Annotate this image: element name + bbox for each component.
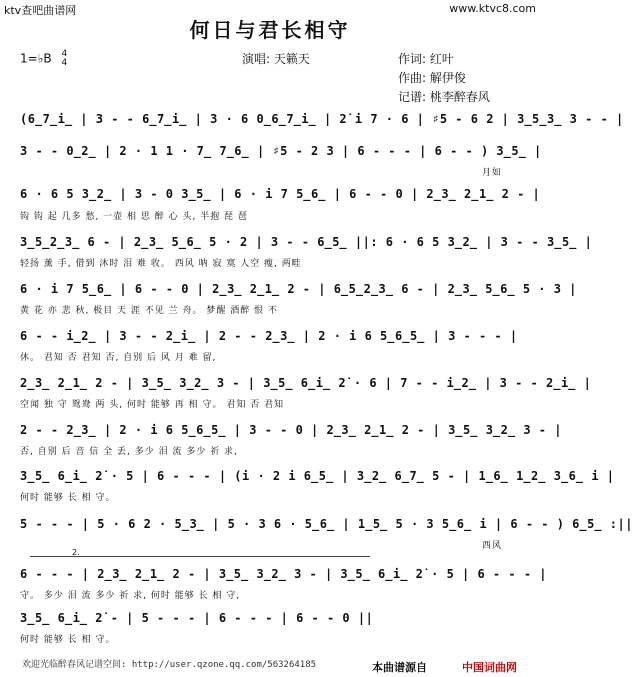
notation-line: 2 - - 2̲3̲ | 2 · i 6 5̲6̲5̲ | 3 - - 0 | 2̲3̲ 2̲1̲ 2 - | 3̲5̲ 3̲2̲ 3 - | [20,423,562,437]
notation-line: 3 - - 0̲2̲ | 2 · 1 1 · 7̲ 7̲6̲ | ♯5 - 2 3 | 6 - - - | 6 - - ) 3̲5̲ | [20,144,542,158]
time-bottom: 4 [61,58,68,68]
notation-line: 3̲5̲ 6̲i̲ 2̇ · 5 | 6 - - - | (i · 2 i 6̲5̲ | 3̲2̲ 6̲7̲ 5 - | 1̲6̲ 1̲2̲ 3̲6̲ i | [20,469,615,483]
notation-line: 6 - - i̲2̲ | 3 - - 2̲i̲ | 2 - - 2̲3̲ | 2 · i 6 5̲6̲5̲ | 3 - - - | [20,329,518,343]
key-value: ♭B [37,51,52,66]
key-prefix: 1= [20,51,38,66]
lyricist-credit: 作词: 红叶 [398,52,454,66]
watermark-left: ktv查吧曲谱网 [4,4,77,17]
notation-line: 6 - - - | 2̲3̲ 2̲1̲ 2 - | 3̲5̲ 3̲2̲ 3 - | 3̲5̲ 6̲i̲ 2̇ · 5 | 6 - - - | [20,567,547,581]
lyric-line: 否, 自别 后 音 信 全 丢, 多少 泪 流 多少 祈 求, [20,447,238,457]
composer-credit: 作曲: 解伊俊 [398,71,466,85]
transcriber-credit: 记谱: 桃李醉春风 [398,90,490,104]
lyric-line: 黄 花 亦 悲 秋, 极目 天 涯 不见 兰 舟。 梦醒 酒醉 恨 不 [20,306,278,316]
lyric-line: 轻扬 薰 手, 借到 沐时 泪 难 收。 西风 呐 寂 寞 人空 瘦, 两畦 [20,259,302,269]
notation-line: 3̲5̲2̲3̲ 6 - | 2̲3̲ 5̲6̲ 5 · 2 | 3 - - 6̲5̲ ||: 6 · 6 5 3̲2̲ | 3 - - 3̲5̲ | [20,235,593,249]
source-label: 本曲谱源自 [372,661,427,674]
notation-line: 3̲5̲ 6̲i̲ 2̇ - | 5 - - - | 6 - - - | 6 - - 0 || [20,611,374,625]
lyric-line: 空闻 独 守 鸳鸯 两 头, 何时 能够 再 相 守。 君知 否 君知 [20,400,285,410]
notation-line: 2̲3̲ 2̲1̲ 2 - | 3̲5̲ 3̲2̲ 3 - | 3̲5̲ 6̲i̲ 2̇ · 6 | 7 - - i̲2̲ | 3 - - 2̲i̲ | [20,376,592,390]
watermark-right: www.ktvc8.com [449,2,536,15]
source-site: 中国词曲网 [462,661,517,674]
footer-visit-text: 欢迎光临醉春风记谱空间: http://user.qzone.qq.com/563264185 [22,660,317,670]
notation-line: 6 · 6 5 3̲2̲ | 3 - 0 3̲5̲ | 6 · i 7 5̲6̲ | 6 - - 0 | 2̲3̲ 2̲1̲ 2 - | [20,187,541,201]
lyric-line: 守。 多少 泪 流 多少 祈 求, 何时 能够 长 相 守, [20,591,241,601]
song-title: 何日与君长相守 [189,18,351,42]
singer-credit: 演唱: 天籁天 [242,52,310,66]
notation-line: 5 - - - | 5 · 6 2 · 5̲3̲ | 5 · 3 6 · 5̲6̲ | 1̲5̲ 5 · 3 5̲6̲ i | 6 - - ) 6̲5̲ :|| [20,517,633,531]
lyric-line: 休。 君知 否 君知 否, 自别 后 风 月 难 留, [20,353,217,363]
time-signature [61,50,67,68]
lyric-line: 何时 能够 长 相 守。 [20,493,116,503]
second-ending-bracket [30,556,370,557]
lyric-line: 西风 [482,541,503,551]
notation-line: 6 · i 7 5̲6̲ | 6 - - 0 | 2̲3̲ 2̲1̲ 2 - | 6̲5̲2̲3̲ 6 - | 2̲3̲ 5̲6̲ 5 · 3 | [20,282,577,296]
lyric-line: 月如 [482,168,503,178]
lyric-line: 何时 能够 长 相 守。 [20,635,116,645]
second-ending-label: 2. [72,548,80,557]
notation-line: (6̲7̲i̲ | 3 - - 6̲7̲i̲ | 3 · 6 0̲6̲7̲i̲ | 2̇ i 7 · 6 | ♯5 - 6 2 | 3̲5̲3̲ 3 - - | [20,112,624,126]
time-top: 4 [61,49,68,59]
lyric-line: 钩 钩 起 几多 愁, 一壶 相 思 醉 心 头, 半抱 琵 琶 [20,212,248,222]
key-signature [20,50,67,68]
